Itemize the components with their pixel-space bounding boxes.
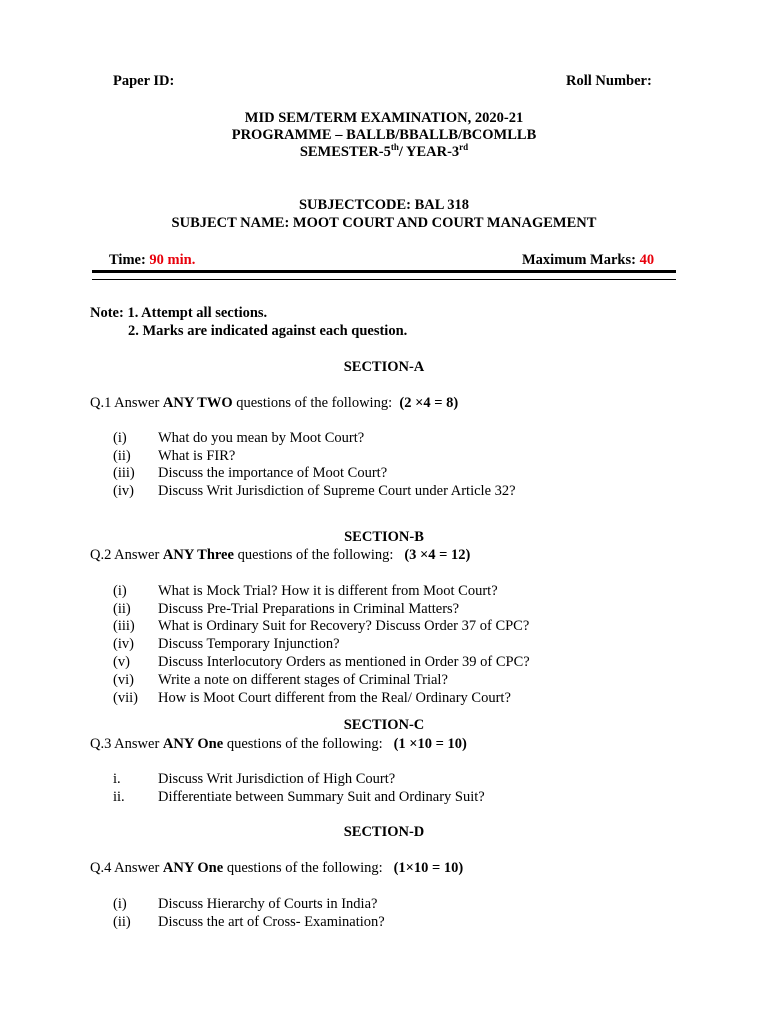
item-number: ii.	[113, 789, 125, 805]
list-item	[0, 482, 768, 500]
question-1	[90, 394, 458, 412]
question-4-marks: (1×10 = 10)	[393, 860, 464, 876]
item-text: Discuss Writ Jurisdiction of High Court?	[158, 771, 396, 787]
item-number: (vi)	[113, 672, 134, 688]
time-label: Time:	[109, 252, 150, 268]
question-1-suffix: questions of the following:	[232, 395, 400, 411]
item-number: (iv)	[113, 636, 134, 652]
question-2	[90, 546, 470, 564]
list-item	[0, 635, 768, 653]
question-3-prefix: Q.3 Answer	[90, 736, 163, 752]
list-item	[0, 600, 768, 618]
semester-prefix: SEMESTER-5	[299, 144, 391, 160]
time-line	[109, 251, 195, 269]
list-item	[0, 770, 768, 788]
item-number: (i)	[113, 430, 127, 446]
time-value: 90 min.	[149, 252, 196, 268]
subject-code: SUBJECTCODE: BAL 318	[298, 197, 469, 213]
list-item	[0, 895, 768, 913]
question-4-prefix: Q.4 Answer	[90, 860, 163, 876]
item-text: Discuss Pre-Trial Preparations in Criminal Matters?	[158, 601, 460, 617]
section-b-title: SECTION-B	[344, 529, 424, 545]
item-number: (iv)	[113, 483, 134, 499]
item-text: Write a note on different stages of Criminal Trial?	[158, 672, 448, 688]
list-item	[0, 582, 768, 600]
list-item	[0, 447, 768, 465]
semester-line	[0, 143, 768, 161]
programme-line: PROGRAMME – BALLB/BBALLB/BCOMLLB	[231, 127, 537, 143]
max-marks-label: Maximum Marks:	[522, 252, 640, 268]
item-number: i.	[113, 771, 121, 787]
item-text: How is Moot Court different from the Real/ Ordinary Court?	[158, 690, 511, 706]
paper-id-label: Paper ID:	[113, 73, 175, 89]
item-text: What is Ordinary Suit for Recovery? Discuss Order 37 of CPC?	[158, 618, 530, 634]
item-text: Discuss the importance of Moot Court?	[158, 465, 388, 481]
item-text: Discuss Writ Jurisdiction of Supreme Court under Article 32?	[158, 483, 516, 499]
question-2-suffix: questions of the following:	[233, 547, 405, 563]
header-divider-thin	[92, 279, 676, 280]
question-3	[90, 735, 467, 753]
list-item	[0, 464, 768, 482]
item-text: Discuss Hierarchy of Courts in India?	[158, 896, 378, 912]
roll-number-label: Roll Number:	[566, 73, 652, 89]
header-divider-thick	[92, 270, 676, 273]
item-number: (ii)	[113, 448, 131, 464]
note-1: Note: 1. Attempt all sections.	[90, 305, 268, 321]
list-item	[0, 913, 768, 931]
question-3-marks: (1 ×10 = 10)	[393, 736, 467, 752]
year-sup: rd	[459, 142, 469, 153]
question-1-bold: ANY TWO	[162, 395, 233, 411]
item-text: What is FIR?	[158, 448, 236, 464]
section-a-title: SECTION-A	[343, 359, 425, 375]
item-number: (i)	[113, 896, 127, 912]
list-item	[0, 788, 768, 806]
list-item	[0, 429, 768, 447]
item-text: What do you mean by Moot Court?	[158, 430, 365, 446]
item-number: (ii)	[113, 601, 131, 617]
max-marks-value: 40	[639, 252, 655, 268]
item-number: (vii)	[113, 690, 138, 706]
item-number: (v)	[113, 654, 130, 670]
list-item	[0, 617, 768, 635]
question-4-bold: ANY One	[162, 860, 224, 876]
semester-sup: th	[390, 142, 399, 153]
question-4	[90, 859, 463, 877]
list-item	[0, 653, 768, 671]
question-2-prefix: Q.2 Answer	[90, 547, 163, 563]
question-3-suffix: questions of the following:	[223, 736, 394, 752]
item-text: Differentiate between Summary Suit and Ordinary Suit?	[158, 789, 485, 805]
section-d-title: SECTION-D	[343, 824, 425, 840]
question-1-prefix: Q.1 Answer	[90, 395, 163, 411]
question-2-bold: ANY Three	[162, 547, 234, 563]
item-text: What is Mock Trial? How it is different from Moot Court?	[158, 583, 498, 599]
item-text: Discuss Interlocutory Orders as mentioned in Order 39 of CPC?	[158, 654, 530, 670]
item-number: (ii)	[113, 914, 131, 930]
item-text: Discuss the art of Cross- Examination?	[158, 914, 385, 930]
list-item	[0, 689, 768, 707]
question-4-suffix: questions of the following:	[223, 860, 394, 876]
subject-name: SUBJECT NAME: MOOT COURT AND COURT MANAGEMENT	[171, 215, 597, 231]
item-number: (iii)	[113, 618, 135, 634]
section-c-title: SECTION-C	[343, 717, 425, 733]
exam-title: MID SEM/TERM EXAMINATION, 2020-21	[244, 110, 524, 126]
note-2: 2. Marks are indicated against each question.	[128, 323, 408, 339]
semester-mid: / YEAR-3	[398, 144, 460, 160]
item-text: Discuss Temporary Injunction?	[158, 636, 340, 652]
question-1-marks: (2 ×4 = 8)	[399, 395, 459, 411]
question-2-marks: (3 ×4 = 12)	[404, 547, 471, 563]
item-number: (iii)	[113, 465, 135, 481]
list-item	[0, 671, 768, 689]
item-number: (i)	[113, 583, 127, 599]
max-marks-line	[522, 251, 654, 269]
question-3-bold: ANY One	[162, 736, 224, 752]
